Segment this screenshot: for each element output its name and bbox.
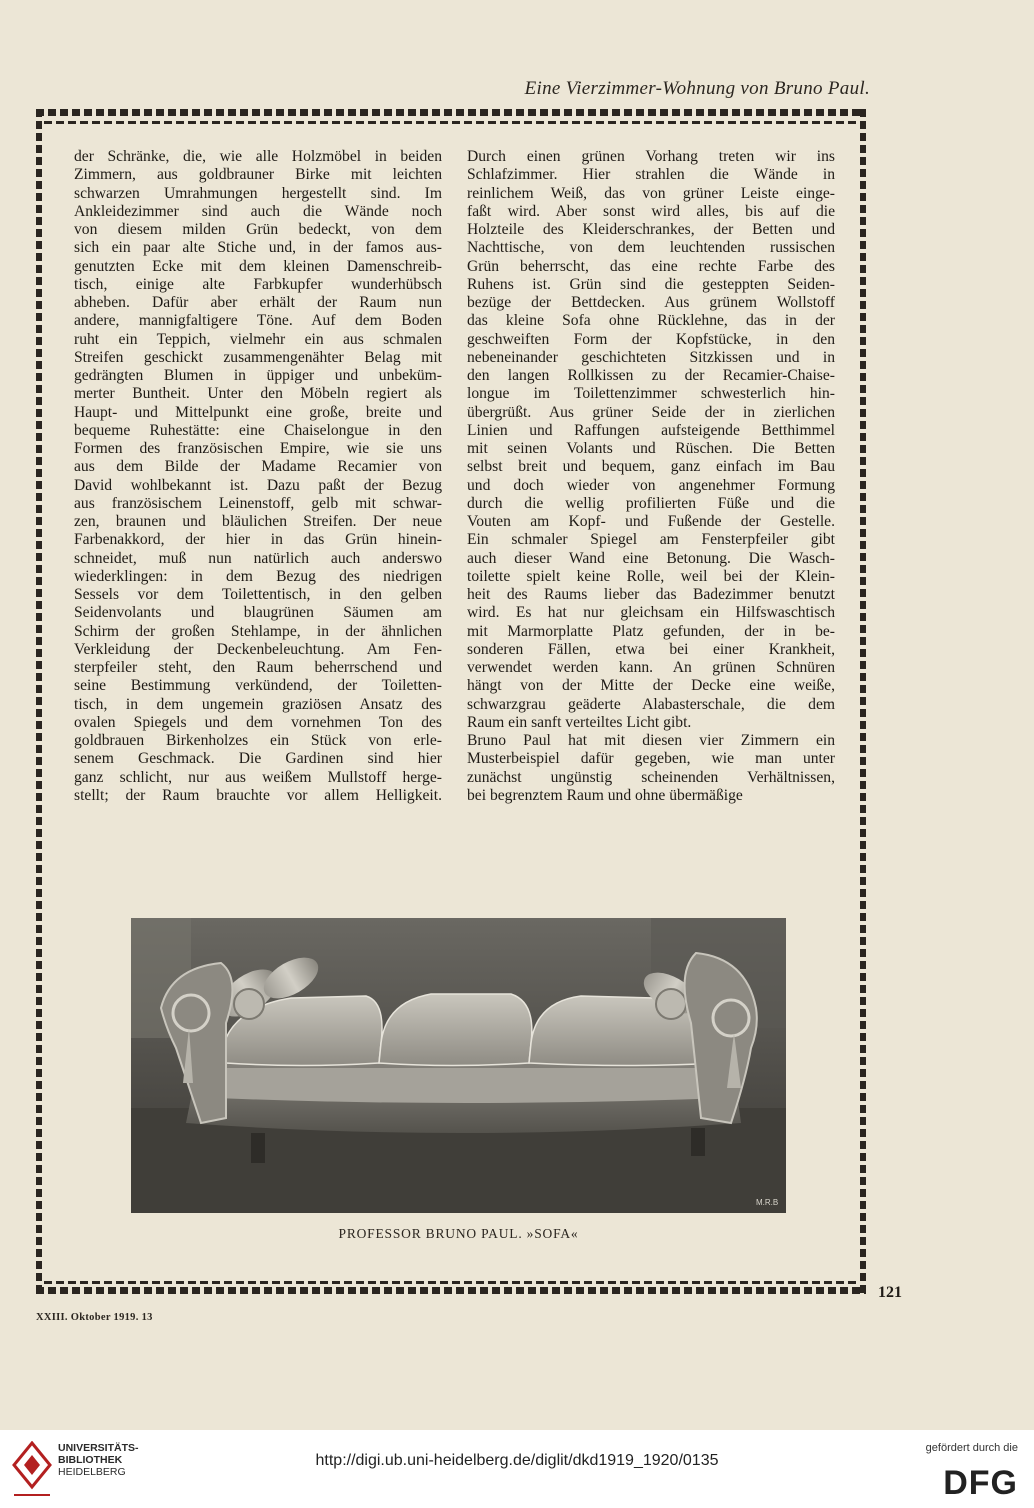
- text-line: Raum ein sanft verteiltes Licht gibt.: [467, 713, 692, 731]
- text-line: David wohlbekannt ist. Dazu paßt der Bezug: [74, 476, 442, 494]
- text-line: bezüge der Bettdecken. Aus grünem Wollstoff: [467, 294, 835, 311]
- text-line: seine Bestimmung verkündend, der Toiletten-: [74, 677, 442, 695]
- text-line: tisch, in dem ungemein graziösen Ansatz des: [74, 695, 442, 713]
- text-line: geschweiften Form der Kopfstücke, in den: [467, 330, 835, 348]
- text-line: schneidet, muß nun natürlich auch anderswo: [74, 549, 442, 567]
- text-line: stellt; der Raum brauchte vor allem Helligkeit.: [74, 786, 442, 804]
- text-line: hängt von der Mitte der Decke eine weiße,: [467, 677, 835, 695]
- text-line: abheben. Dafür aber erhält der Raum nun: [74, 294, 442, 311]
- issue-footnote: XXIII. Oktober 1919. 13: [36, 1312, 153, 1323]
- text-line: zunächst ungünstig scheinenden Verhältnissen,: [467, 768, 835, 786]
- text-line: Formen des französischen Empire, wie sie uns: [74, 440, 442, 457]
- text-line: Vouten am Kopf- und Fußende der Gestelle.: [467, 513, 835, 530]
- text-line: der Schränke, die, wie alle Holzmöbel in beiden: [74, 148, 442, 165]
- text-line: Holzteile des Kleiderschrankes, der Betten und: [467, 221, 835, 238]
- ornamental-border-bottom: [36, 1287, 866, 1294]
- text-line: ruht ein Teppich, vielmehr ein aus schmalen: [74, 330, 442, 348]
- text-line: faßt wird. Aber sonst wird alles, bis auf die: [467, 202, 835, 220]
- text-line: ganz schlicht, nur aus weißem Mullstoff herge-: [74, 768, 442, 786]
- text-line: Linien und Raffungen aufsteigende Betthimmel: [467, 421, 835, 439]
- text-line: Nachttische, von dem leuchtenden russischen: [467, 239, 835, 257]
- text-line: nebeneinander geschichteten Sitzkissen und in: [467, 348, 835, 366]
- ornamental-border-top: [36, 109, 866, 116]
- text-line: Farbenakkord, der hier in das Grün hinein-: [74, 531, 442, 549]
- ornamental-border-right: [860, 109, 866, 1294]
- photo-signature: M.R.B: [756, 1198, 779, 1207]
- sofa-photograph: [131, 918, 786, 1213]
- text-line: bequeme Ruhestätte: eine Chaiselongue in den: [74, 421, 442, 439]
- text-line: toilette spielt keine Rolle, weil bei der Klein-: [467, 567, 835, 585]
- text-line: tisch, einige alte Farbkupfer wunderhübsch: [74, 275, 442, 293]
- text-line: Schlafzimmer. Hier strahlen die Wände in: [467, 166, 835, 184]
- text-line: auch dieser Wand eine Betonung. Die Wasch-: [467, 549, 835, 567]
- text-line: bei begrenztem Raum und ohne übermäßige: [467, 786, 743, 804]
- text-column-left: [74, 148, 442, 805]
- text-column-right: [467, 148, 835, 805]
- funding-note: gefördert durch die: [925, 1442, 1018, 1454]
- text-line: sonderen Fällen, etwa bei einer Krankheit,: [467, 640, 835, 658]
- text-line: Verkleidung der Deckenbeleuchtung. Am Fen-: [74, 640, 442, 658]
- text-line: von diesem milden Grün bedeckt, von dem: [74, 221, 442, 238]
- text-line: mit Marmorplatte Platz gefunden, der in be-: [467, 622, 835, 640]
- text-line: senem Geschmack. Die Gardinen sind hier: [74, 750, 442, 768]
- text-line: ovalen Spiegels und dem vornehmen Ton des: [74, 713, 442, 731]
- text-line: heit des Raums lieber das Badezimmer benutzt: [467, 586, 835, 603]
- text-line: Haupt- und Mittelpunkt eine große, breite und: [74, 403, 442, 421]
- dfg-logo: DFG: [943, 1464, 1018, 1502]
- text-line: Ruhens ist. Grün sind die gesteppten Seiden-: [467, 275, 835, 293]
- text-line: durch die wellig profilierten Füße und die: [467, 494, 835, 512]
- text-line: selbst breit und bequem, ganz einfach im Bau: [467, 458, 835, 476]
- text-line: goldbrauen Birkenholzes ein Stück von erle-: [74, 732, 442, 749]
- text-line: genutzten Ecke mit dem kleinen Damenschreib-: [74, 257, 442, 275]
- ornamental-border-top-inner: [44, 121, 856, 124]
- text-line: reinlichem Weiß, das von grüner Leiste einge-: [467, 184, 835, 202]
- text-line: Sessels vor dem Toilettentisch, in den gelben: [74, 586, 442, 603]
- text-line: wiederklingen: in dem Bezug des niedrigen: [74, 567, 442, 585]
- text-line: und doch wieder von angenehmer Formung: [467, 476, 835, 494]
- text-line: das kleine Sofa ohne Rücklehne, das in der: [467, 312, 835, 330]
- text-line: verwendet werden kann. An grünen Schnüren: [467, 659, 835, 676]
- text-line: Grün beherrscht, das eine rechte Farbe des: [467, 257, 835, 275]
- text-line: Zimmern, aus goldbrauner Birke mit leichten: [74, 166, 442, 184]
- text-line: Ankleidezimmer sind auch die Wände noch: [74, 202, 442, 220]
- text-line: longue im Toilettenzimmer schwesterlich hin-: [467, 385, 835, 403]
- text-line: schwarzen Umrahmungen hergestellt sind. Im: [74, 184, 442, 202]
- text-line: sterpfeiler steht, den Raum beherrschend und: [74, 659, 442, 676]
- text-line: andere, mannigfaltigere Töne. Auf dem Boden: [74, 312, 442, 330]
- ornamental-border-bottom-inner: [44, 1281, 856, 1284]
- text-line: Durch einen grünen Vorhang treten wir ins: [467, 148, 835, 165]
- text-line: Seidenvolants und blaugrünen Säumen am: [74, 604, 442, 622]
- text-line: gedrängten Blumen in üppiger und unbeküm-: [74, 367, 442, 384]
- text-line: sich ein paar alte Stiche und, in der famos aus-: [74, 239, 442, 257]
- page-number: 121: [878, 1284, 902, 1301]
- text-line: mit seinen Volants und Rüschen. Die Betten: [467, 440, 835, 457]
- text-line: Schirm der großen Stehlampe, in der ähnlichen: [74, 622, 442, 640]
- text-line: schwarzgrau geäderte Alabasterschale, die dem: [467, 695, 835, 713]
- library-name: UNIVERSITÄTS- BIBLIOTHEK HEIDELBERG: [58, 1442, 139, 1478]
- text-line: Bruno Paul hat mit diesen vier Zimmern ein: [467, 732, 835, 749]
- text-line: merter Buntheit. Unter den Möbeln regiert als: [74, 385, 442, 403]
- text-line: übergrüßt. Aus grüner Seide der in zierlichen: [467, 403, 835, 421]
- text-line: Streifen geschickt zusammengenähter Belag mit: [74, 348, 442, 366]
- text-line: aus dem Bilde der Madame Recamier von: [74, 458, 442, 476]
- text-line: wird. Es hat nur gleichsam ein Hilfswaschtisch: [467, 604, 835, 622]
- text-line: aus französischem Leinenstoff, gelb mit schwar-: [74, 494, 442, 512]
- text-line: den langen Rollkissen zu der Recamier-Chaise-: [467, 367, 835, 384]
- text-line: zen, braunen und bläulichen Streifen. Der neue: [74, 513, 442, 530]
- source-url[interactable]: http://digi.ub.uni-heidelberg.de/diglit/dkd1919_1920/0135: [315, 1452, 719, 1469]
- figure-caption: PROFESSOR BRUNO PAUL. »SOFA«: [338, 1226, 579, 1241]
- ornamental-border-left: [36, 109, 42, 1294]
- text-line: Musterbeispiel dafür gegeben, wie man unter: [467, 750, 835, 768]
- running-title: Eine Vierzimmer-Wohnung von Bruno Paul.: [524, 78, 870, 99]
- text-line: Ein schmaler Spiegel am Fensterpfeiler gibt: [467, 531, 835, 549]
